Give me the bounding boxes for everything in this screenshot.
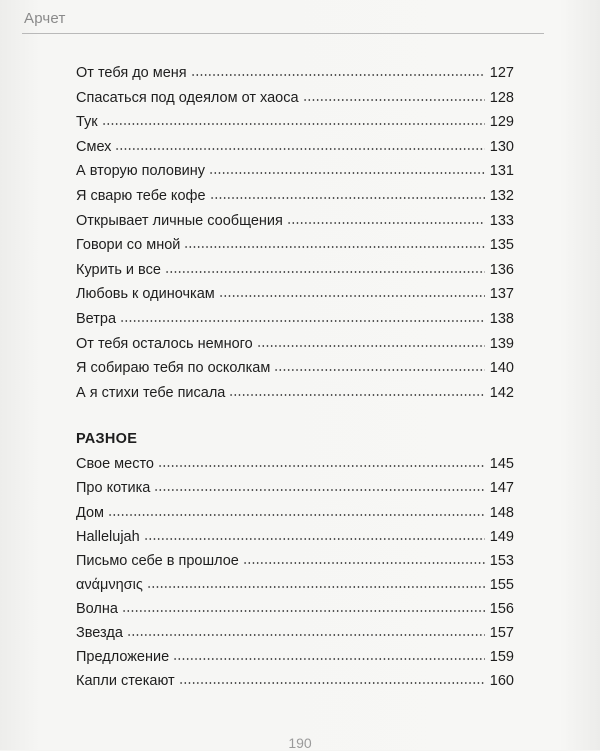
header-rule (22, 33, 544, 34)
dot-leader (173, 658, 485, 660)
toc-entry-page: 147 (489, 480, 514, 497)
dot-leader (179, 682, 485, 684)
toc-entry-title: Тук (76, 114, 98, 131)
toc-entry (76, 597, 514, 621)
toc-entry-title: Звезда (76, 624, 123, 641)
toc-entry-page: 129 (489, 114, 514, 131)
dot-leader (115, 148, 485, 150)
toc-entry (76, 501, 514, 525)
toc-entry (76, 452, 514, 476)
toc-entry-page: 160 (489, 673, 514, 690)
toc-entry (76, 476, 514, 500)
toc-entry-title: От тебя осталось немного (76, 335, 253, 352)
toc-entry-page: 135 (489, 237, 514, 254)
toc-entry-title: Письмо себе в прошлое (76, 552, 239, 569)
toc-entry-title: Волна (76, 600, 118, 617)
toc-entry (76, 645, 514, 669)
toc-entry-page: 127 (489, 65, 514, 81)
dot-leader (158, 465, 485, 467)
toc-entry-page: 137 (489, 286, 514, 303)
dot-leader (257, 345, 485, 347)
toc-entry-page: 153 (489, 552, 514, 569)
toc-entry-page: 149 (489, 528, 514, 545)
toc-entry (76, 669, 514, 693)
running-head: Арчет (24, 10, 66, 27)
toc-entry-page: 140 (489, 360, 514, 377)
toc-entry-title: Курить и все (76, 261, 161, 278)
toc-entry (76, 159, 514, 184)
toc-entry (76, 282, 514, 307)
table-of-contents (76, 61, 514, 693)
section-heading: РАЗНОЕ (76, 431, 138, 448)
toc-entry-title: Открывает личные сообщения (76, 212, 283, 229)
toc-entry-page: 128 (489, 89, 514, 106)
dot-leader (120, 320, 485, 322)
toc-entry-page: 132 (489, 187, 514, 204)
dot-leader (154, 489, 485, 491)
dot-leader (147, 586, 485, 588)
toc-entry-page: 139 (489, 335, 514, 352)
dot-leader (184, 246, 485, 248)
dot-leader (303, 99, 485, 101)
toc-section-1 (76, 61, 514, 405)
toc-entry-page: 138 (489, 310, 514, 327)
toc-entry-page: 159 (489, 649, 514, 666)
toc-entry (76, 233, 514, 258)
dot-leader (274, 369, 485, 371)
toc-entry-title: Hallelujah (76, 528, 140, 545)
toc-section-2 (76, 452, 514, 693)
toc-entry-title: Спасаться под одеялом от хаоса (76, 89, 299, 106)
dot-leader (102, 123, 485, 125)
toc-entry-title: Ветра (76, 310, 117, 327)
dot-leader (243, 562, 485, 564)
dot-leader (165, 271, 485, 273)
toc-entry-title: ανάμνησις (76, 576, 143, 593)
toc-entry-page: 136 (489, 261, 514, 278)
dot-leader (229, 394, 485, 396)
toc-entry-title: Предложение (76, 649, 170, 666)
toc-entry-page: 130 (489, 138, 514, 155)
toc-entry (76, 61, 514, 86)
dot-leader (127, 634, 485, 636)
dot-leader (210, 197, 485, 199)
toc-entry (76, 549, 514, 573)
toc-entry-page: 157 (489, 624, 514, 641)
toc-entry-page: 156 (489, 600, 514, 617)
dot-leader (209, 172, 485, 174)
dot-leader (287, 222, 485, 224)
toc-entry-page: 148 (489, 504, 514, 521)
toc-entry-title: Говори со мной (76, 237, 181, 254)
toc-entry-page: 145 (489, 456, 514, 473)
toc-entry-title: Капли стекают (76, 673, 175, 690)
toc-entry-page: 155 (489, 576, 514, 593)
dot-leader (122, 610, 485, 612)
dot-leader (191, 74, 485, 76)
toc-entry-title: А вторую половину (76, 163, 206, 180)
toc-entry-title: Я собираю тебя по осколкам (76, 360, 271, 377)
toc-entry (76, 258, 514, 283)
toc-entry (76, 307, 514, 332)
toc-entry (76, 86, 514, 111)
toc-entry-page: 142 (489, 384, 514, 401)
toc-entry-title: Дом (76, 504, 105, 521)
page-number: 190 (288, 735, 312, 751)
toc-entry-title: А я стихи тебе писала (76, 384, 226, 401)
toc-entry-title: Любовь к одиночкам (76, 286, 215, 303)
toc-entry (76, 573, 514, 597)
toc-entry-title: Смех (76, 138, 112, 155)
toc-entry-title: От тебя до меня (76, 65, 187, 81)
toc-entry (76, 135, 514, 160)
toc-entry (76, 209, 514, 234)
toc-entry (76, 184, 514, 209)
toc-entry-title: Я сварю тебе кофе (76, 187, 206, 204)
toc-entry (76, 356, 514, 381)
dot-leader (219, 295, 485, 297)
toc-entry (76, 110, 514, 135)
toc-entry-title: Про котика (76, 480, 151, 497)
toc-entry-page: 131 (489, 163, 514, 180)
toc-entry (76, 381, 514, 406)
toc-entry (76, 525, 514, 549)
dot-leader (144, 538, 485, 540)
toc-entry (76, 621, 514, 645)
toc-entry-page: 133 (489, 212, 514, 229)
toc-entry (76, 332, 514, 357)
dot-leader (108, 514, 485, 516)
toc-entry-title: Свое место (76, 456, 154, 473)
